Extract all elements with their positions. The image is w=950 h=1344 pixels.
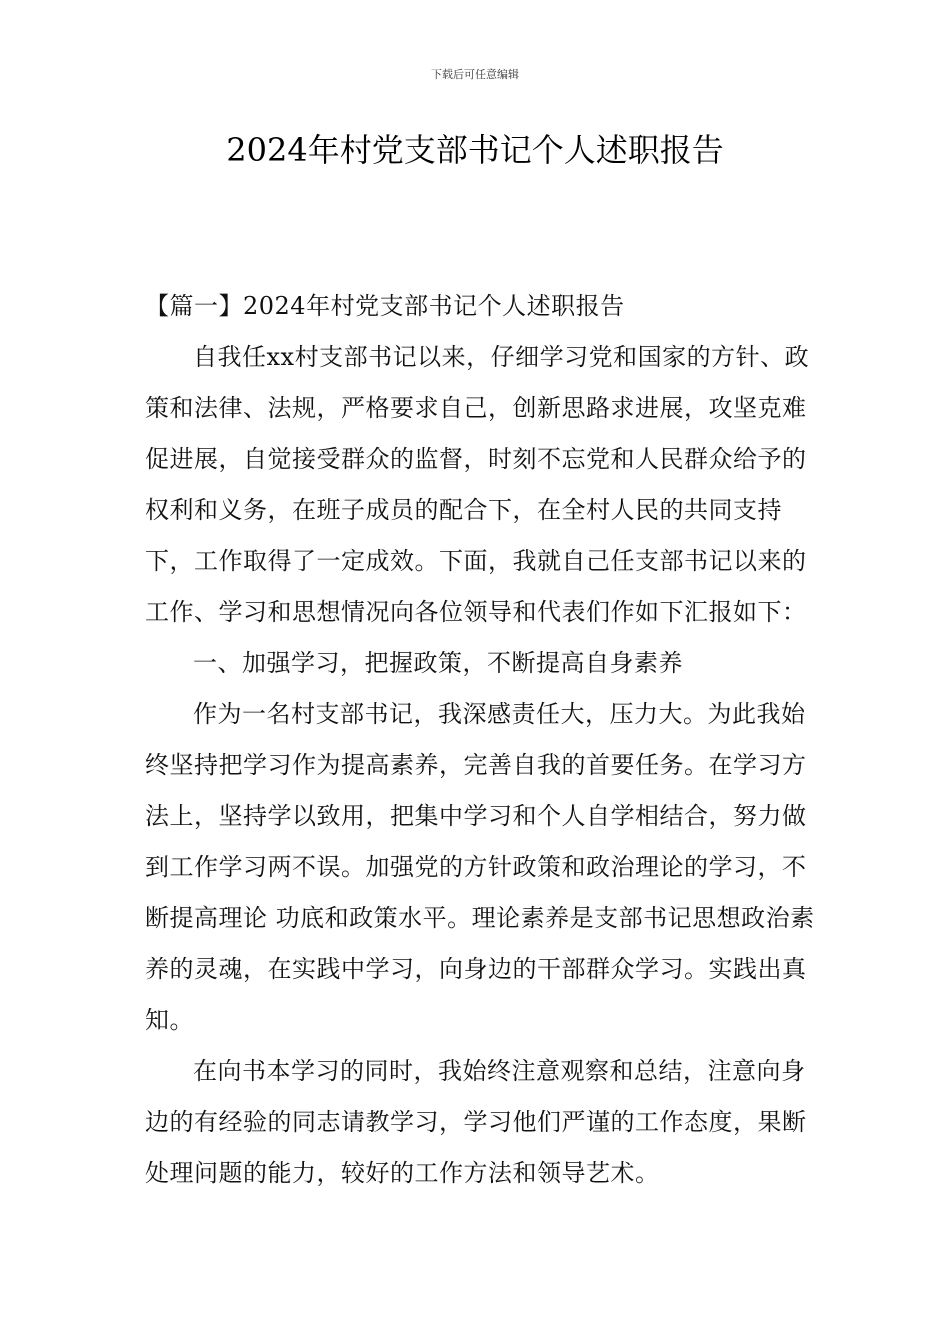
header-note: 下载后可任意编辑: [431, 68, 519, 81]
paragraph-learning: 在向书本学习的同时，我始终注意观察和总结，注意向身边的有经验的同志请教学习，学习他们严谨的工作态度，果断处理问题的能力，较好的工作方法和领导艺术。: [145, 1057, 807, 1187]
section-heading: 【篇一】2024年村党支部书记个人述职报告: [145, 292, 625, 320]
document-title: 2024年村党支部书记个人述职报告: [226, 131, 724, 169]
subheading-study: 一、加强学习，把握政策，不断提高自身素养: [193, 649, 683, 677]
paragraph-intro: 自我任xx村支部书记以来，仔细学习党和国家的方针、政策和法律、法规，严格要求自己，创新思路求进展，攻坚克难促进展，自觉接受群众的监督，时刻不忘党和人民群众给予的权利和义务，在班子成员的配合下，在全村人民的共同支持下，工作取得了一定成效。下面，我就自己任支部书记以来的工作、学习和思想情况向各位领导和代表们作如下汇报如下：: [145, 343, 810, 626]
paragraph-study: 作为一名村支部书记，我深感责任大，压力大。为此我始终坚持把学习作为提高素养，完善自我的首要任务。在学习方法上，坚持学以致用，把集中学习和个人自学相结合，努力做到工作学习两不误。加强党的方针政策和政治理论的学习，不断提高理论 功底和政策水平。理论素养是支部书记思想政治素养的灵魂，在实践中学习，向身边的干部群众学习。实践出真知。: [145, 700, 815, 1034]
document-body: [145, 281, 817, 1199]
